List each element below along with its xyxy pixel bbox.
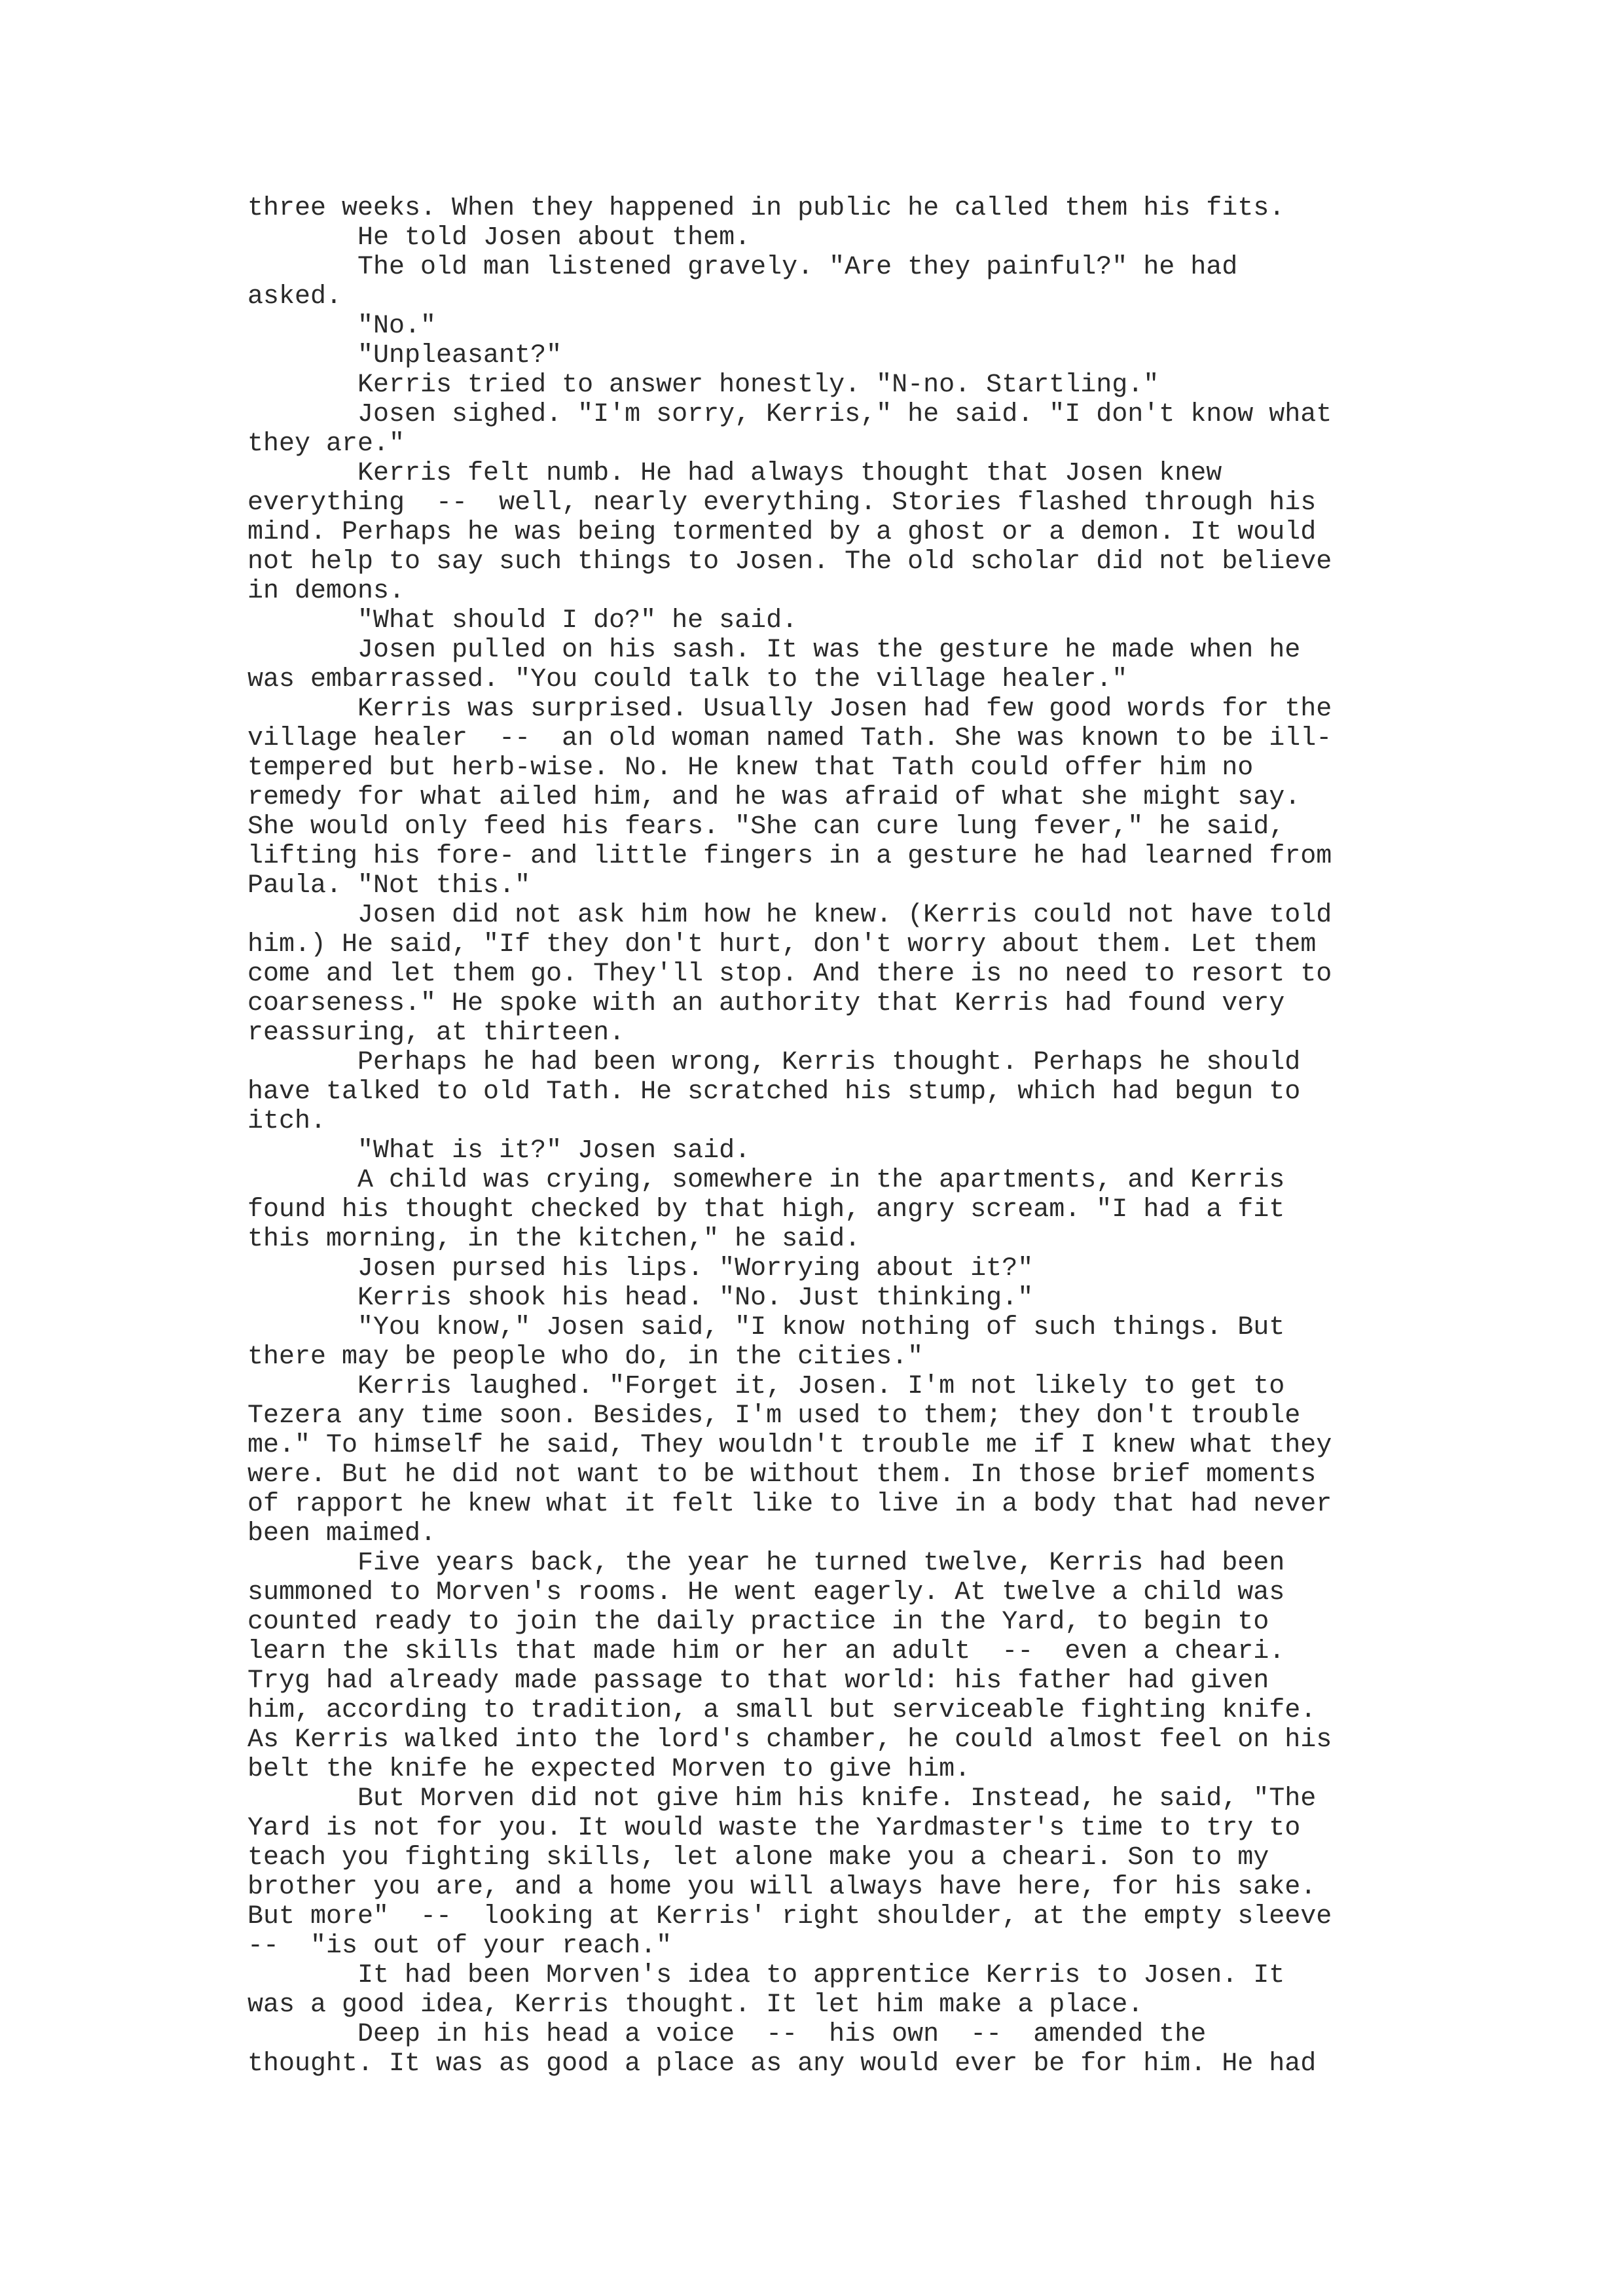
text-line: Five years back, the year he turned twelve, Kerris had been <box>247 1549 1285 1578</box>
text-line: come and let them go. They'll stop. And there is no need to resort to <box>247 960 1332 989</box>
text-line: teach you fighting skills, let alone make you a cheari. Son to my <box>247 1843 1269 1873</box>
text-line: in demons. <box>247 577 405 606</box>
text-line: found his thought checked by that high, angry scream. "I had a fit <box>247 1195 1285 1225</box>
text-line: Josen did not ask him how he knew. (Kerris could not have told <box>247 901 1332 930</box>
text-line: were. But he did not want to be without them. In those brief moments <box>247 1460 1317 1490</box>
text-line: coarseness." He spoke with an authority that Kerris had found very <box>247 989 1285 1018</box>
text-line: Josen pursed his lips. "Worrying about it?" <box>247 1254 1034 1283</box>
text-line: itch. <box>247 1107 327 1136</box>
text-line: It had been Morven's idea to apprentice Kerris to Josen. It <box>247 1961 1285 1990</box>
text-line: Kerris laughed. "Forget it, Josen. I'm not likely to get to <box>247 1372 1285 1401</box>
text-line: him, according to tradition, a small but serviceable fighting knife. <box>247 1696 1317 1725</box>
text-line: He told Josen about them. <box>247 223 751 253</box>
text-line: belt the knife he expected Morven to give him. <box>247 1755 971 1784</box>
text-line: "You know," Josen said, "I know nothing of such things. But <box>247 1313 1285 1342</box>
text-line: A child was crying, somewhere in the apartments, and Kerris <box>247 1166 1285 1195</box>
text-line: Yard is not for you. It would waste the Yardmaster's time to try to <box>247 1814 1301 1843</box>
text-line: Josen sighed. "I'm sorry, Kerris," he said. "I don't know what <box>247 400 1332 429</box>
text-line: "No." <box>247 312 437 341</box>
text-line: lifting his fore- and little fingers in a gesture he had learned from <box>247 842 1332 871</box>
text-line: But more" -- looking at Kerris' right shoulder, at the empty sleeve <box>247 1902 1332 1931</box>
text-line: have talked to old Tath. He scratched his stump, which had begun to <box>247 1077 1301 1107</box>
text-line: -- "is out of your reach." <box>247 1931 672 1961</box>
text-line: She would only feed his fears. "She can cure lung fever," he said, <box>247 812 1285 842</box>
text-line: been maimed. <box>247 1519 437 1549</box>
text-line: summoned to Morven's rooms. He went eagerly. At twelve a child was <box>247 1578 1285 1607</box>
text-line: thought. It was as good a place as any would ever be for him. He had <box>247 2049 1317 2079</box>
text-line: was a good idea, Kerris thought. It let him make a place. <box>247 1990 1144 2020</box>
text-line: The old man listened gravely. "Are they painful?" he had <box>247 253 1238 282</box>
text-line: Tryg had already made passage to that world: his father had given <box>247 1666 1269 1696</box>
text-line: mind. Perhaps he was being tormented by a ghost or a demon. It would <box>247 518 1317 547</box>
text-line: brother you are, and a home you will always have here, for his sake. <box>247 1873 1317 1902</box>
text-line: was embarrassed. "You could talk to the village healer." <box>247 665 1128 694</box>
text-line: village healer -- an old woman named Tath. She was known to be ill- <box>247 724 1332 753</box>
text-line: everything -- well, nearly everything. Stories flashed through his <box>247 488 1317 518</box>
body-text <box>247 194 1400 2079</box>
text-line: tempered but herb-wise. No. He knew that Tath could offer him no <box>247 753 1254 783</box>
text-line: Kerris tried to answer honestly. "N-no. Startling." <box>247 370 1159 400</box>
text-line: remedy for what ailed him, and he was afraid of what she might say. <box>247 783 1301 812</box>
text-line: counted ready to join the daily practice in the Yard, to begin to <box>247 1607 1269 1637</box>
text-line: they are." <box>247 429 405 459</box>
text-line: Kerris was surprised. Usually Josen had few good words for the <box>247 694 1332 724</box>
text-line: there may be people who do, in the cities." <box>247 1342 924 1372</box>
text-line: Perhaps he had been wrong, Kerris thought. Perhaps he should <box>247 1048 1301 1077</box>
text-line: Kerris shook his head. "No. Just thinking." <box>247 1283 1034 1313</box>
text-line: But Morven did not give him his knife. Instead, he said, "The <box>247 1784 1317 1814</box>
text-line: him.) He said, "If they don't hurt, don't worry about them. Let them <box>247 930 1317 960</box>
text-line: this morning, in the kitchen," he said. <box>247 1225 861 1254</box>
text-line: Paula. "Not this." <box>247 871 531 901</box>
text-line: "Unpleasant?" <box>247 341 562 370</box>
text-line: me." To himself he said, They wouldn't trouble me if I knew what they <box>247 1431 1332 1460</box>
text-line: "What is it?" Josen said. <box>247 1136 751 1166</box>
text-line: Tezera any time soon. Besides, I'm used to them; they don't trouble <box>247 1401 1301 1431</box>
text-line: "What should I do?" he said. <box>247 606 798 636</box>
text-line: As Kerris walked into the lord's chamber, he could almost feel on his <box>247 1725 1332 1755</box>
text-line: Josen pulled on his sash. It was the gesture he made when he <box>247 636 1301 665</box>
text-line: of rapport he knew what it felt like to live in a body that had never <box>247 1490 1332 1519</box>
text-line: asked. <box>247 282 342 312</box>
text-line: Deep in his head a voice -- his own -- amended the <box>247 2020 1207 2049</box>
text-line: learn the skills that made him or her an adult -- even a cheari. <box>247 1637 1285 1666</box>
text-line: reassuring, at thirteen. <box>247 1018 625 1048</box>
text-line: not help to say such things to Josen. The old scholar did not believe <box>247 547 1332 577</box>
text-line: three weeks. When they happened in public he called them his fits. <box>247 194 1285 223</box>
text-line: Kerris felt numb. He had always thought that Josen knew <box>247 459 1222 488</box>
